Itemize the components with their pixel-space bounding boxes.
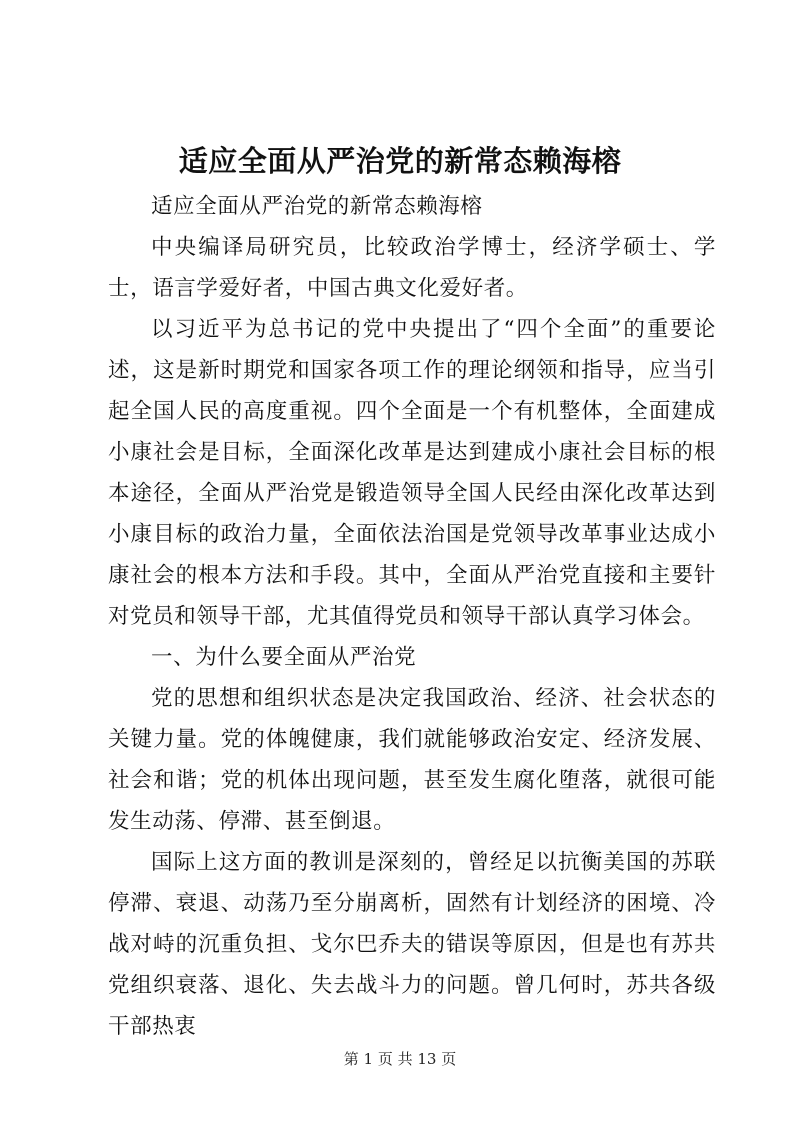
page-footer: 第 1 页 共 13 页	[343, 1050, 457, 1068]
paragraph-party-state: 党的思想和组织状态是决定我国政治、经济、社会状态的关键力量。党的体魄健康，我们就能够政治安定、经济发展、社会和谐；党的机体出现问题，甚至发生腐化堕落，就很可能发生动荡、停滞、甚至倒退。	[108, 686, 716, 834]
paragraph-subtitle: 适应全面从严治党的新常态赖海榕	[151, 194, 483, 219]
document-body	[108, 186, 716, 1047]
section-heading-why: 一、为什么要全面从严治党	[151, 645, 417, 670]
document-title: 适应全面从严治党的新常态赖海榕	[178, 144, 622, 178]
paragraph-author-bio: 中央编译局研究员，比较政治学博士，经济学硕士、学士，语言学爱好者，中国古典文化爱好者。	[108, 235, 716, 301]
paragraph-international-lessons: 国际上这方面的教训是深刻的，曾经足以抗衡美国的苏联停滞、衰退、动荡乃至分崩离析，固然有计划经济的困境、冷战对峙的沉重负担、戈尔巴乔夫的错误等原因，但是也有苏共党组织衰落、退化、失去战斗力的问题。曾几何时，苏共各级干部热衷	[108, 850, 716, 1039]
paragraph-four-comprehensives: 以习近平为总书记的党中央提出了“四个全面”的重要论述，这是新时期党和国家各项工作的理论纲领和指导，应当引起全国人民的高度重视。四个全面是一个有机整体，全面建成小康社会是目标，全面深化改革是达到建成小康社会目标的根本途径，全面从严治党是锻造领导全国人民经由深化改革达到小康目标的政治力量，全面依法治国是党领导改革事业达成小康社会的根本方法和手段。其中，全面从严治党直接和主要针对党员和领导干部，尤其值得党员和领导干部认真学习体会。	[108, 317, 716, 629]
